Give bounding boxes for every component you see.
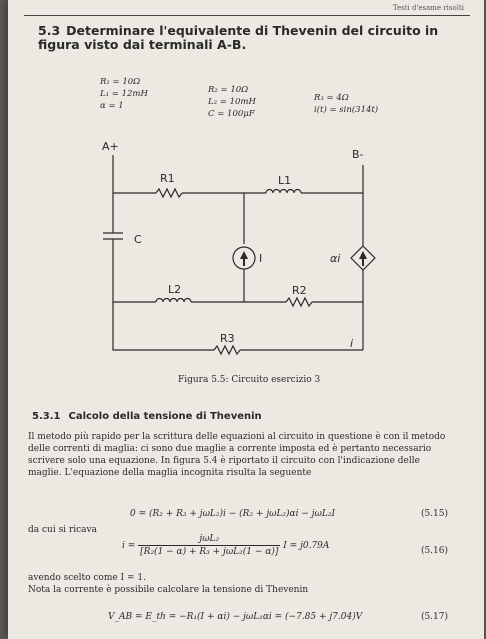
param-c: C = 100μF xyxy=(208,109,255,119)
r2-resistor xyxy=(286,298,312,306)
param-r1: R₁ = 10Ω xyxy=(100,77,141,87)
param-l1: L₁ = 12mH xyxy=(100,89,148,99)
text-da-cui: da cui si ricava xyxy=(28,525,97,535)
wire-left-lower xyxy=(113,239,156,302)
param-source: i(t) = sin(314t) xyxy=(314,105,379,115)
wire-r3-left xyxy=(113,302,214,350)
param-l2: L₂ = 10mH xyxy=(208,97,256,107)
param-r2: R₂ = 10Ω xyxy=(208,85,249,95)
text-avendo-scelto: avendo scelto come I = 1. xyxy=(28,573,146,583)
exercise-text: Determinare l'equivalente di Thevenin del circuito in figura visto dai terminali A-B. xyxy=(38,23,439,52)
label-dependent-source: αi xyxy=(330,252,341,265)
label-i-source: I xyxy=(259,252,263,265)
equation-5-17-number: (5.17) xyxy=(420,612,448,622)
wire-top-left xyxy=(113,155,156,193)
text-nota-corrente: Nota la corrente è possibile calcolare la tensione di Thevenin xyxy=(28,585,309,595)
eq16-lhs: i = xyxy=(122,541,136,551)
equation-5-17: V_AB = E_th = −R₁(I + αi) − jωL₁αi = (−7.85 + j7.04)V xyxy=(108,612,363,622)
eq16-fraction xyxy=(138,534,280,557)
capacitor xyxy=(103,233,123,239)
r3-resistor xyxy=(214,346,240,354)
l2-inductor xyxy=(156,299,191,303)
wire-top-right xyxy=(301,165,363,193)
label-a-plus: A+ xyxy=(102,140,119,153)
l1-inductor xyxy=(266,190,301,194)
running-head: Testi d'esame risolti xyxy=(392,4,464,12)
label-r1: R1 xyxy=(160,172,175,185)
equation-5-16 xyxy=(122,534,329,557)
eq16-numerator: jωL₂ xyxy=(138,534,280,546)
section-title: Calcolo della tensione di Thevenin xyxy=(68,411,262,422)
label-l2: L2 xyxy=(168,283,182,296)
label-c: C xyxy=(134,233,142,246)
equation-5-15: 0 = (R₂ + R₃ + jωL₂)i − (R₂ + jωL₂)αi − jωL₂I xyxy=(130,509,336,519)
eq16-denominator: [R₂(1 − α) + R₃ + jωL₂(1 − α)] xyxy=(140,547,279,557)
parameters-col3 xyxy=(314,92,378,116)
circuit-diagram xyxy=(78,138,398,373)
exercise-number: 5.3 xyxy=(38,23,61,38)
section-number: 5.3.1 xyxy=(32,411,61,422)
param-r3: R₃ = 4Ω xyxy=(314,93,349,103)
eq16-rhs: I = j0.79A xyxy=(283,541,330,551)
parameters-col2 xyxy=(208,84,256,120)
label-r3: R3 xyxy=(220,332,235,345)
parameters-col1 xyxy=(100,76,148,112)
current-source-arrow xyxy=(240,251,248,266)
param-alpha: α = 1 xyxy=(100,101,124,111)
dependent-source-arrow xyxy=(359,251,367,266)
textbook-page xyxy=(8,0,484,639)
paragraph-intro: Il metodo più rapido per la scrittura delle equazioni al circuito in questione è con il metodo delle correnti di maglia: ci sono due maglie a corrente imposta ed è pertanto necessario scrivere solo una equazione. In figura 5.4 è riportato il circuito con l'indicazione delle maglie. L'equazione della maglia incognita risulta la seguente xyxy=(28,432,446,478)
section-heading xyxy=(32,411,262,422)
header-rule xyxy=(24,15,470,16)
exercise-title xyxy=(38,24,448,52)
r1-resistor xyxy=(156,189,182,197)
figure-caption: Figura 5.5: Circuito esercizio 3 xyxy=(178,375,321,385)
equation-5-16-number: (5.16) xyxy=(420,546,448,556)
label-i-current: i xyxy=(350,337,354,350)
label-b-minus: B- xyxy=(352,148,364,161)
label-r2: R2 xyxy=(292,284,307,297)
label-l1: L1 xyxy=(278,174,292,187)
equation-5-15-number: (5.15) xyxy=(420,509,448,519)
